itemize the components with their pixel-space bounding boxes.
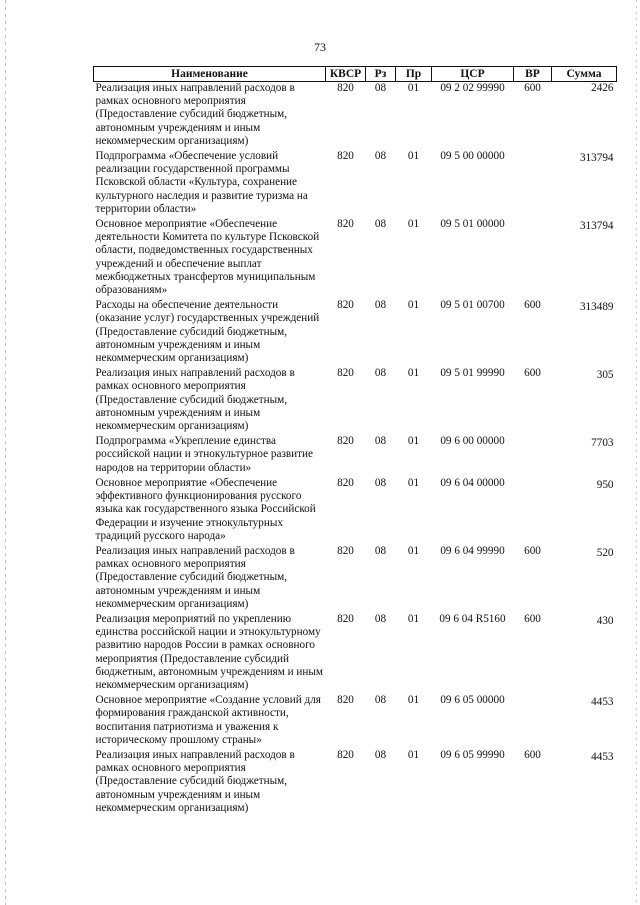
table-row	[94, 545, 617, 613]
row-vr: 600	[524, 367, 541, 380]
row-vr: 600	[524, 748, 541, 761]
row-rz: 08	[374, 476, 387, 489]
row-sum: 520	[596, 546, 614, 559]
row-kvsr: 820	[337, 694, 354, 707]
row-rz: 08	[374, 612, 387, 625]
row-name: Реализация иных направлений расходов в рамках основного мероприятия (Предоставление субсидий бюджетным, автономным учреждениям и иным некоммерческим организациям)	[95, 748, 295, 814]
row-csr: 09 6 04 R5160	[439, 612, 506, 625]
table-row	[94, 435, 617, 477]
header-vr: ВР	[514, 67, 552, 82]
row-csr: 09 5 01 00700	[440, 299, 505, 312]
row-sum: 4453	[591, 750, 614, 763]
row-csr: 09 6 00 00000	[440, 435, 505, 448]
row-name: Реализация иных направлений расходов в рамках основного мероприятия (Предоставление субсидий бюджетным, автономным учреждениям и иным некоммерческим организациям)	[95, 82, 295, 147]
table-row	[94, 82, 617, 151]
row-name: Подпрограмма «Обеспечение условий реализации государственной программы Псковской области «Культура, сохранение культурного наследия и развитие туризма на территории области»	[95, 150, 308, 215]
row-vr	[514, 694, 552, 749]
row-sum: 313489	[579, 301, 614, 314]
row-kvsr: 820	[337, 150, 354, 163]
row-name: Основное мероприятие «Обеспечение эффективного функционирования русского языка как государственного языка Российской Федерации и изучение этнокультурных традиций русского народа»	[95, 476, 316, 542]
row-csr: 09 6 05 00000	[440, 694, 505, 707]
row-pr: 01	[407, 544, 420, 557]
row-sum: 313794	[579, 152, 614, 165]
header-csr: ЦСР	[432, 67, 514, 82]
table-row	[94, 150, 617, 218]
row-vr: 600	[524, 612, 541, 625]
row-sum: 4453	[591, 696, 614, 709]
row-csr: 09 2 02 99990	[440, 82, 505, 94]
row-kvsr: 820	[337, 367, 354, 380]
row-csr: 09 6 05 99990	[440, 748, 505, 761]
table-row	[94, 749, 617, 817]
page-number: 73	[314, 40, 326, 54]
header-sum: Сумма	[552, 67, 617, 82]
row-rz: 08	[374, 218, 387, 231]
row-kvsr: 820	[337, 476, 354, 489]
row-vr: 600	[524, 82, 541, 94]
row-rz: 08	[374, 299, 387, 312]
table-row	[94, 694, 617, 749]
row-csr: 09 5 01 00000	[440, 218, 505, 231]
row-sum: 7703	[591, 437, 614, 450]
row-vr	[514, 477, 552, 545]
row-rz: 08	[374, 82, 387, 94]
scan-edge-right	[636, 0, 637, 905]
table-row	[94, 299, 617, 367]
table-row	[94, 367, 617, 435]
budget-table	[93, 66, 617, 817]
row-kvsr: 820	[337, 544, 354, 557]
header-kvsr: КВСР	[326, 67, 366, 82]
row-rz: 08	[374, 367, 387, 380]
table-row	[94, 613, 617, 694]
row-pr: 01	[407, 612, 420, 625]
row-vr	[514, 218, 552, 299]
row-pr: 01	[407, 476, 420, 489]
row-kvsr: 820	[337, 435, 354, 448]
row-csr: 09 5 00 00000	[440, 150, 505, 163]
table-row	[94, 477, 617, 545]
row-sum: 2426	[591, 82, 614, 94]
row-sum: 305	[596, 369, 614, 382]
row-rz: 08	[374, 435, 387, 448]
row-csr: 09 6 04 00000	[440, 476, 505, 489]
row-kvsr: 820	[337, 218, 354, 231]
row-name: Реализация мероприятий по укреплению единства российской нации и этнокультурному развитию народов России в рамках основного мероприятия (Предоставление субсидий бюджетным, автономным учреждениям и иным некоммерческим организациям)	[95, 612, 323, 691]
row-csr: 09 6 04 99990	[440, 544, 505, 557]
row-name: Реализация иных направлений расходов в рамках основного мероприятия (Предоставление субсидий бюджетным, автономным учреждениям и иным некоммерческим организациям)	[95, 367, 295, 433]
header-name: Наименование	[94, 67, 326, 82]
row-sum: 950	[596, 478, 614, 491]
row-sum: 430	[596, 614, 614, 627]
scan-edge-left	[5, 0, 6, 905]
row-pr: 01	[407, 435, 420, 448]
row-vr: 600	[524, 299, 541, 312]
header-rz: Рз	[366, 67, 396, 82]
row-pr: 01	[407, 299, 420, 312]
row-name: Реализация иных направлений расходов в рамках основного мероприятия (Предоставление субсидий бюджетным, автономным учреждениям и иным некоммерческим организациям)	[95, 544, 295, 610]
row-kvsr: 820	[337, 299, 354, 312]
row-name: Подпрограмма «Укрепление единства российской нации и этнокультурное развитие народов на территории области»	[95, 435, 313, 474]
row-pr: 01	[407, 82, 420, 94]
row-pr: 01	[407, 694, 420, 707]
row-rz: 08	[374, 544, 387, 557]
row-pr: 01	[407, 748, 420, 761]
row-pr: 01	[407, 367, 420, 380]
row-rz: 08	[374, 694, 387, 707]
row-kvsr: 820	[337, 82, 354, 94]
row-csr: 09 5 01 99990	[440, 367, 505, 380]
row-kvsr: 820	[337, 612, 354, 625]
row-name: Расходы на обеспечение деятельности (оказание услуг) государственных учреждений (Предоставление субсидий бюджетным, автономным учреждениям и иным некоммерческим организациям)	[95, 299, 320, 365]
row-name: Основное мероприятие «Создание условий для формирования гражданской активности, воспитания патриотизма и уважения к историческому прошлому страны»	[95, 694, 321, 746]
row-name: Основное мероприятие «Обеспечение деятельности Комитета по культуре Псковской области, подведомственных государственных учреждений и обеспечение выплат межбюджетных трансфертов муниципальным образованиям»	[95, 218, 320, 297]
row-vr	[514, 150, 552, 218]
table-header-row	[94, 67, 617, 82]
row-pr: 01	[407, 218, 420, 231]
row-rz: 08	[374, 150, 387, 163]
header-pr: Пр	[396, 67, 432, 82]
row-sum: 313794	[579, 220, 614, 233]
row-rz: 08	[374, 748, 387, 761]
row-pr: 01	[407, 150, 420, 163]
table-row	[94, 218, 617, 299]
row-vr	[514, 435, 552, 477]
row-vr: 600	[524, 544, 541, 557]
row-kvsr: 820	[337, 748, 354, 761]
